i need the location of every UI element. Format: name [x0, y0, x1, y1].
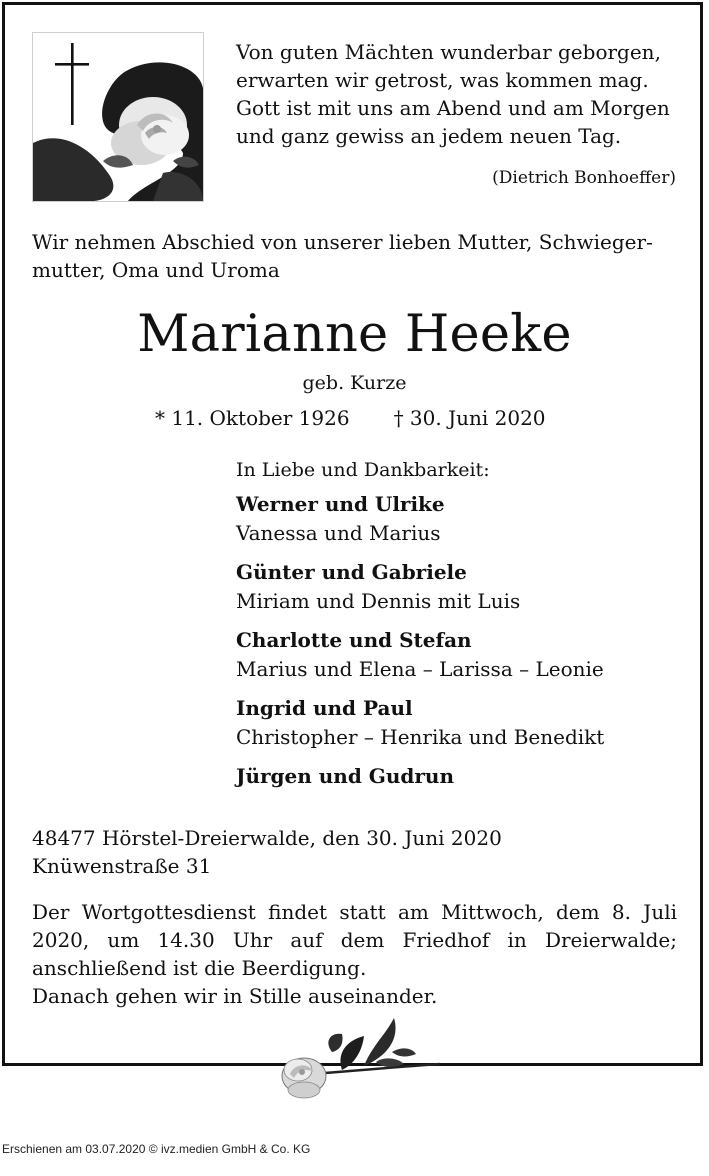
deceased-name: Marianne Heeke [137, 305, 572, 364]
death-date: † 30. Juni 2020 [393, 406, 546, 430]
intro-line: Wir nehmen Abschied von unserer lieben Mutter, Schwieger- [32, 230, 653, 254]
family-sub: Miriam und Dennis mit Luis [236, 589, 521, 613]
poem-source: (Dietrich Bonhoeffer) [492, 168, 676, 188]
rose-icon [272, 1012, 444, 1108]
service-info [32, 898, 677, 1010]
life-dates [155, 404, 546, 432]
intro-text [32, 228, 682, 284]
poem-line: erwarten wir getrost, was kommen mag. [236, 68, 649, 92]
family-group [236, 490, 676, 791]
family-main: Charlotte und Stefan [236, 628, 472, 652]
maiden-name: geb. Kurze [302, 372, 407, 394]
poem-line: und ganz gewiss an jedem neuen Tag. [236, 124, 622, 148]
white-rose-image [33, 33, 203, 201]
cross-icon [55, 43, 89, 125]
intro-line: mutter, Oma und Uroma [32, 258, 280, 282]
cross-rose-photo [32, 32, 204, 202]
poem [236, 38, 680, 150]
mourners-lead: In Liebe und Dankbarkeit: [236, 459, 490, 481]
family-sub: Marius und Elena – Larissa – Leonie [236, 657, 604, 681]
family-main: Ingrid und Paul [236, 696, 413, 720]
family-sub: Christopher – Henrika und Benedikt [236, 725, 605, 749]
family-main: Werner und Ulrike [236, 492, 445, 516]
address [32, 824, 682, 880]
poem-line: Von guten Mächten wunderbar geborgen, [236, 40, 661, 64]
family-sub: Vanessa und Marius [236, 521, 441, 545]
family-main: Günter und Gabriele [236, 560, 467, 584]
place-date: 48477 Hörstel-Dreierwalde, den 30. Juni 2020 [32, 826, 502, 850]
family-main: Jürgen und Gudrun [236, 764, 455, 788]
street: Knüwenstraße 31 [32, 854, 212, 878]
service-text: Der Wortgottesdienst findet statt am Mittwoch, dem 8. Juli 2020, um 14.30 Uhr auf dem Friedhof in Dreierwalde; anschließend ist die Beerdigung. [32, 900, 677, 980]
service-after: Danach gehen wir in Stille auseinander. [32, 984, 438, 1008]
mourners-list [236, 456, 676, 791]
poem-line: Gott ist mit uns am Abend und am Morgen [236, 96, 670, 120]
footer-publication-note: Erschienen am 03.07.2020 © ivz.medien GmbH & Co. KG [2, 1142, 311, 1156]
birth-date: * 11. Oktober 1926 [155, 406, 350, 430]
